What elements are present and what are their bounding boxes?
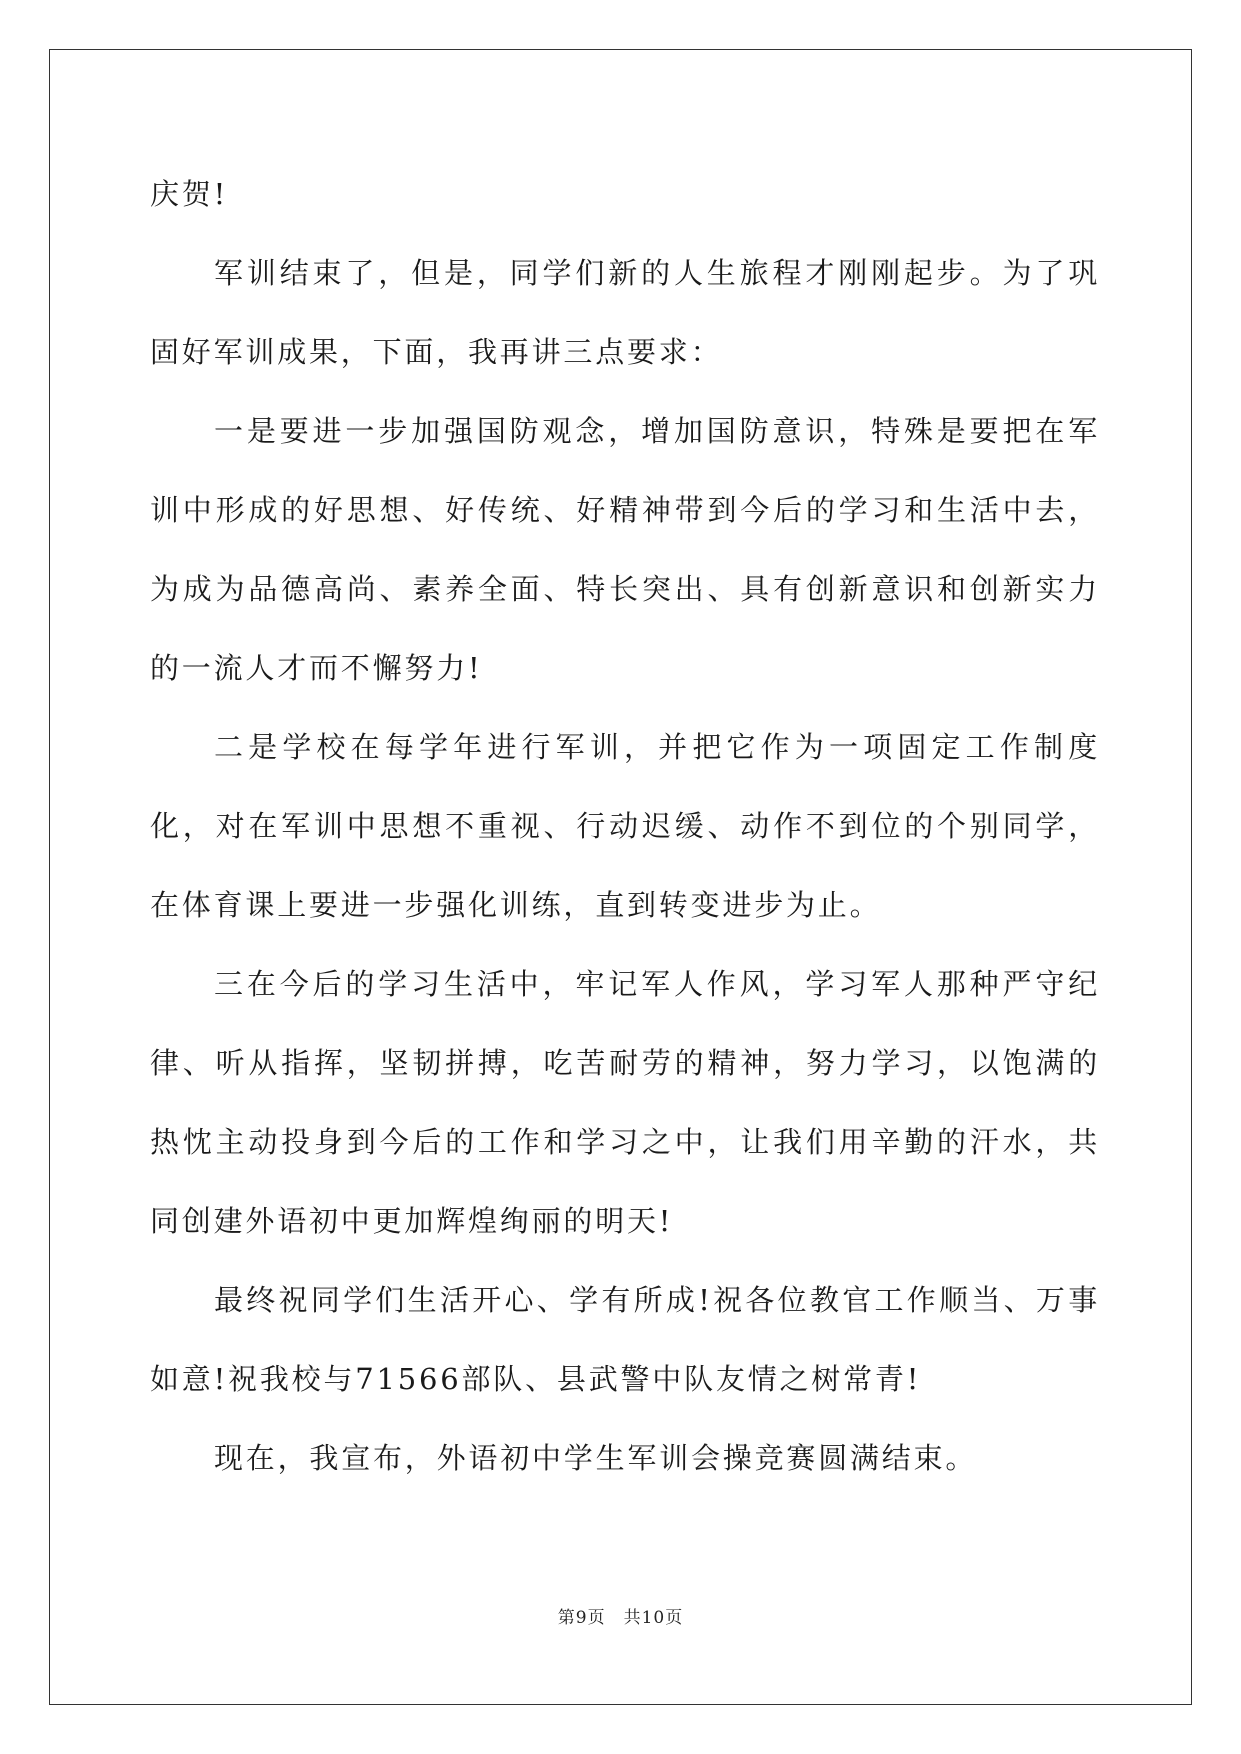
paragraph-closing-wishes: 最终祝同学们生活开心、学有所成!祝各位教官工作顺当、万事如意!祝我校与71566部队、县武警中队友情之树常青! [150,1283,1100,1396]
paragraph-requirement-three: 三在今后的学习生活中，牢记军人作风，学习军人那种严守纪律、听从指挥，坚韧拼搏，吃苦耐劳的精神，努力学习，以饱满的热忱主动投身到今后的工作和学习之中，让我们用辛勤的汗水，共同创建外语初中更加辉煌绚丽的明天! [150,967,1100,1238]
document-body [150,155,1100,1498]
paragraph-requirement-two: 二是学校在每学年进行军训，并把它作为一项固定工作制度化，对在军训中思想不重视、行动迟缓、动作不到位的个别同学，在体育课上要进一步强化训练，直到转变进步为止。 [150,730,1100,922]
paragraph-announcement: 现在，我宣布，外语初中学生军训会操竞赛圆满结束。 [214,1441,978,1475]
paragraph-intro: 军训结束了，但是，同学们新的人生旅程才刚刚起步。为了巩固好军训成果，下面，我再讲三点要求： [150,256,1100,369]
paragraph-requirement-one: 一是要进一步加强国防观念，增加国防意识，特殊是要把在军训中形成的好思想、好传统、好精神带到今后的学习和生活中去，为成为品德高尚、素养全面、特长突出、具有创新意识和创新实力的一流人才而不懈努力! [150,414,1100,685]
page-number-footer: 第9页 共10页 [557,1608,684,1628]
paragraph-greeting: 庆贺! [150,177,229,211]
